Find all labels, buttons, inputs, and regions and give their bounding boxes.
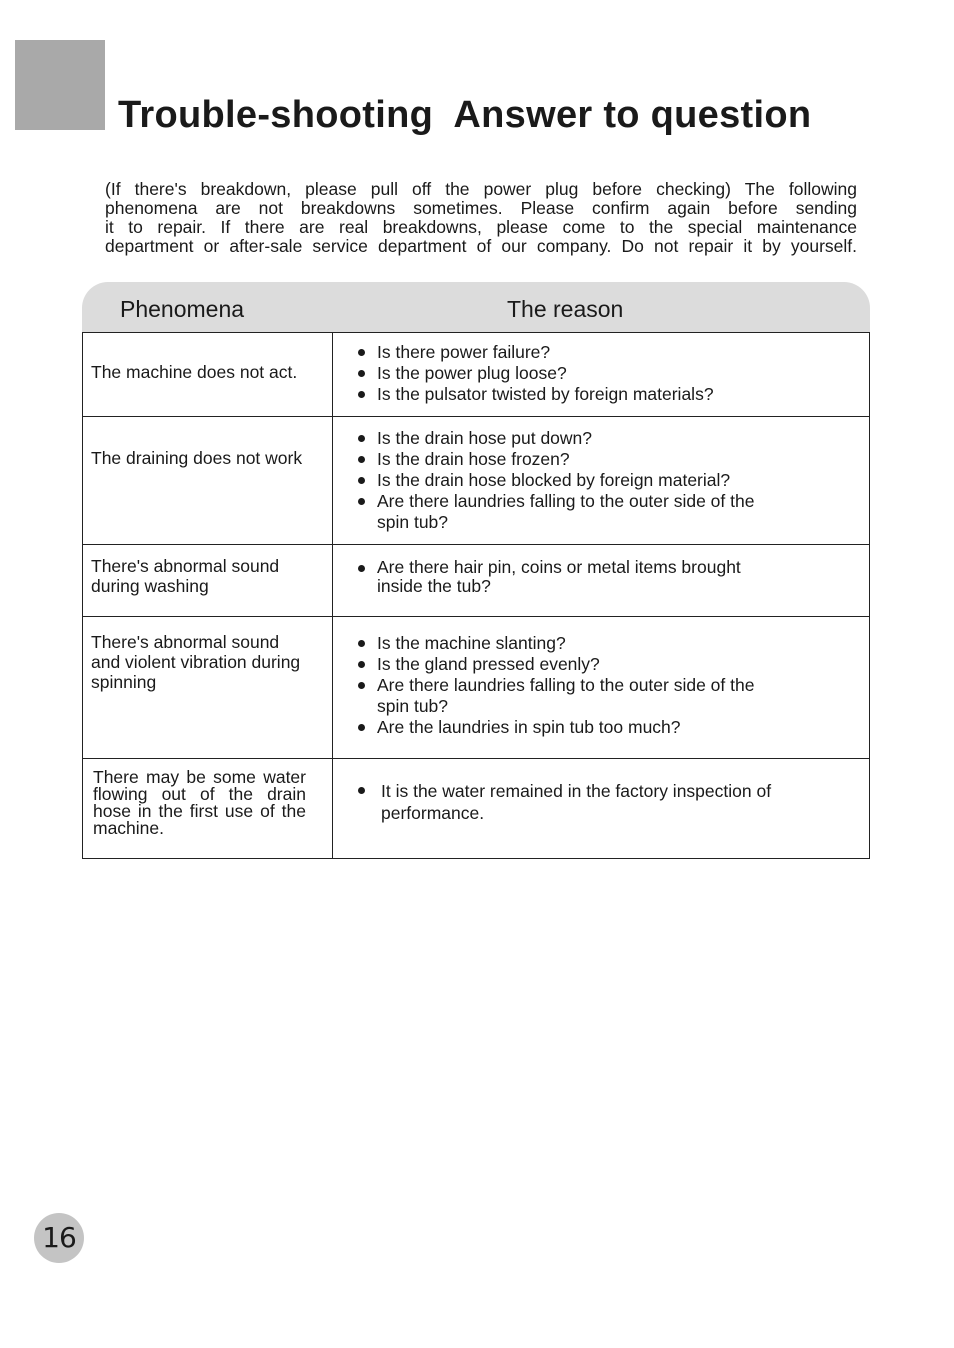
phenomenon-cell: [83, 333, 333, 417]
header-phenomena: Phenomena: [120, 296, 245, 322]
phenomenon-cell: [83, 545, 333, 617]
reason-item: Are there hair pin, coins or metal items brought inside the tub?: [333, 558, 785, 596]
intro-line: it to repair. If there are real breakdowns, please come to the special maintenance: [105, 217, 857, 237]
phenomenon-text: The machine does not act.: [91, 362, 298, 382]
intro-line: department or after-sale service department of our company. Do not repair it by yourself.: [105, 236, 857, 256]
reason-item: Is the machine slanting?: [333, 633, 869, 654]
table-header: [82, 282, 870, 332]
intro-line: (If there's breakdown, please pull off the power plug before checking) The following: [105, 179, 857, 199]
reason-item: Is the drain hose blocked by foreign material?: [333, 470, 869, 491]
troubleshooting-table: [82, 282, 870, 859]
table-row: [83, 545, 870, 617]
reason-cell: [333, 617, 870, 759]
reason-item: Is there power failure?: [333, 342, 869, 363]
reason-item: Are there laundries falling to the outer side of the spin tub?: [333, 675, 775, 717]
table-body: [82, 332, 870, 859]
phenomenon-text: The draining does not work: [91, 448, 303, 468]
phenomenon-cell: [83, 617, 333, 759]
corner-decoration: [15, 40, 105, 130]
reason-item: Is the power plug loose?: [333, 363, 869, 384]
reason-cell: [333, 333, 870, 417]
reason-cell: [333, 417, 870, 545]
reason-item: Is the gland pressed evenly?: [333, 654, 869, 675]
intro-line: phenomena are not breakdowns sometimes. Please confirm again before sending: [105, 198, 857, 218]
reason-item: Is the drain hose frozen?: [333, 449, 869, 470]
phenomenon-text: There may be some water flowing out of the drain hose in the first use of the machine.: [93, 767, 306, 838]
table-row: [83, 759, 870, 859]
phenomenon-cell: [83, 759, 333, 859]
reason-item: Are the laundries in spin tub too much?: [333, 717, 869, 738]
reason-item: It is the water remained in the factory inspection of performance.: [333, 780, 809, 824]
intro-paragraph: [105, 180, 857, 256]
reason-cell: [333, 759, 870, 859]
reason-item: Are there laundries falling to the outer side of the spin tub?: [333, 491, 775, 533]
phenomenon-text: There's abnormal sound and violent vibration during spinning: [91, 632, 301, 692]
table-row: [83, 417, 870, 545]
header-reason: The reason: [507, 296, 624, 322]
phenomenon-cell: [83, 417, 333, 545]
table-row: [83, 617, 870, 759]
table-row: [83, 333, 870, 417]
reason-item: Is the drain hose put down?: [333, 428, 869, 449]
phenomenon-text: There's abnormal sound during washing: [91, 556, 280, 596]
reason-cell: [333, 545, 870, 617]
page-title: Trouble-shooting Answer to question: [118, 94, 812, 136]
page-number: 16: [34, 1213, 84, 1263]
reason-item: Is the pulsator twisted by foreign materials?: [333, 384, 869, 405]
